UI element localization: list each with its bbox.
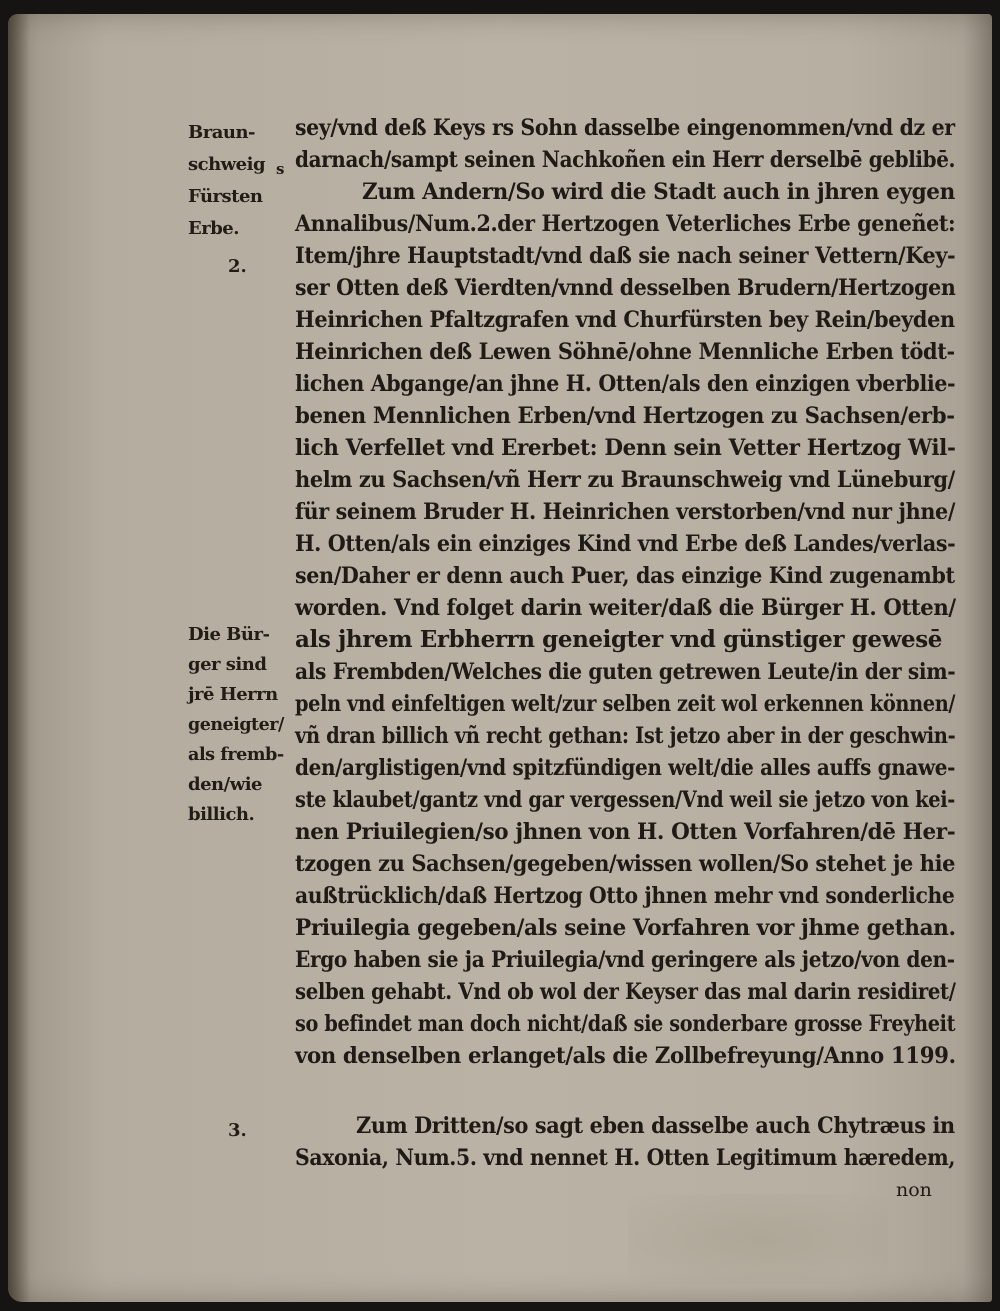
margin-note-line: jrē Herrn xyxy=(188,684,278,705)
text-line: tzogen zu Sachsen/gegeben/wissen wollen/So stehet je hie xyxy=(295,851,956,877)
margin-note-line: geneigter/ xyxy=(188,714,284,735)
text-line: selben gehabt. Vnd ob wol der Keyser das mal darin residiret/ xyxy=(295,979,956,1005)
margin-note-line: Fürsten xyxy=(188,186,263,207)
text-line: helm zu Sachsen/vñ Herr zu Braunschweig vnd Lüneburg/ xyxy=(295,467,955,493)
text-line: lich Verfellet vnd Ererbet: Denn sein Vetter Hertzog Wil- xyxy=(295,435,956,461)
text-line: sey/vnd deß Keys rs Sohn dasselbe eingenommen/vnd dz er xyxy=(295,115,955,141)
text-line: ste klaubet/gantz vnd gar vergessen/Vnd weil sie jetzo von kei- xyxy=(295,787,955,813)
text-line: als jhrem Erbherrn geneigter vnd günstiger gewesē xyxy=(295,626,943,653)
section-number: 3. xyxy=(228,1120,247,1141)
text-line: vñ dran billich vñ recht gethan: Ist jetzo aber in der geschwin- xyxy=(295,723,956,749)
margin-note-line: Braun- xyxy=(188,122,256,143)
text-line: Heinrichen deß Lewen Söhnē/ohne Mennliche Erben tödt- xyxy=(295,339,955,365)
text-line: Annalibus/Num.2.der Hertzogen Veterliches Erbe geneñet: xyxy=(295,211,956,237)
text-line: sen/Daher er denn auch Puer, das einzige Kind zugenambt xyxy=(295,563,955,589)
text-line: peln vnd einfeltigen welt/zur selben zeit wol erkennen können/ xyxy=(295,691,956,717)
text-line: ser Otten deß Vierdten/vnnd desselben Brudern/Hertzogen xyxy=(295,275,956,301)
text-line: benen Mennlichen Erben/vnd Hertzogen zu Sachsen/erb- xyxy=(295,403,955,429)
text-line: Ergo haben sie ja Priuilegia/vnd geringere als jetzo/von den- xyxy=(295,947,955,973)
text-line: Saxonia, Num.5. vnd nennet H. Otten Legitimum hæredem, xyxy=(295,1145,956,1171)
margin-note-suffix: s xyxy=(276,160,285,178)
margin-note-line: billich. xyxy=(188,804,255,825)
text-line: für seinem Bruder H. Heinrichen verstorben/vnd nur jhne/ xyxy=(295,499,956,525)
text-line: nen Priuilegien/so jhnen von H. Otten Vorfahren/dē Her- xyxy=(295,819,956,845)
margin-note-line: schweig xyxy=(188,154,266,175)
text-line: Zum Andern/So wird die Stadt auch in jhren eygen xyxy=(362,179,955,205)
text-line: Heinrichen Pfaltzgrafen vnd Churfürsten bey Rein/beyden xyxy=(295,307,955,333)
margin-note-line: Erbe. xyxy=(188,218,240,239)
text-line: H. Otten/als ein einziges Kind vnd Erbe deß Landes/verlas- xyxy=(295,531,956,557)
text-line: Item/jhre Hauptstadt/vnd daß sie nach seiner Vettern/Key- xyxy=(295,243,956,269)
margin-note-line: als fremb- xyxy=(188,744,284,765)
catchword: non xyxy=(896,1179,932,1201)
section-number: 2. xyxy=(228,256,247,277)
margin-note-line: ger sind xyxy=(188,654,267,675)
text-line: worden. Vnd folget darin weiter/daß die Bürger H. Otten/ xyxy=(295,595,956,621)
text-line: von denselben erlanget/als die Zollbefreyung/Anno 1199. xyxy=(295,1043,956,1069)
text-line: lichen Abgange/an jhne H. Otten/als den einzigen vberblie- xyxy=(295,371,956,397)
text-line: Zum Dritten/so sagt eben dasselbe auch Chytræus in xyxy=(356,1113,955,1139)
text-line: so befindet man doch nicht/daß sie sonderbare grosse Freyheit xyxy=(295,1011,956,1037)
text-line: als Frembden/Welches die guten getrewen Leute/in der sim- xyxy=(295,659,956,685)
paper-stain xyxy=(628,1194,888,1284)
page-gutter-shadow xyxy=(8,14,30,1302)
text-line: außtrücklich/daß Hertzog Otto jhnen mehr vnd sonderliche xyxy=(295,883,955,909)
margin-note-line: den/wie xyxy=(188,774,262,795)
margin-note-line: Die Bür- xyxy=(188,624,270,645)
text-line: darnach/sampt seinen Nachkoñen ein Herr derselbē geblibē. xyxy=(295,147,956,173)
text-line: Priuilegia gegeben/als seine Vorfahren vor jhme gethan. xyxy=(295,915,956,941)
text-line: den/arglistigen/vnd spitzfündigen welt/die alles auffs gnawe- xyxy=(295,755,956,781)
